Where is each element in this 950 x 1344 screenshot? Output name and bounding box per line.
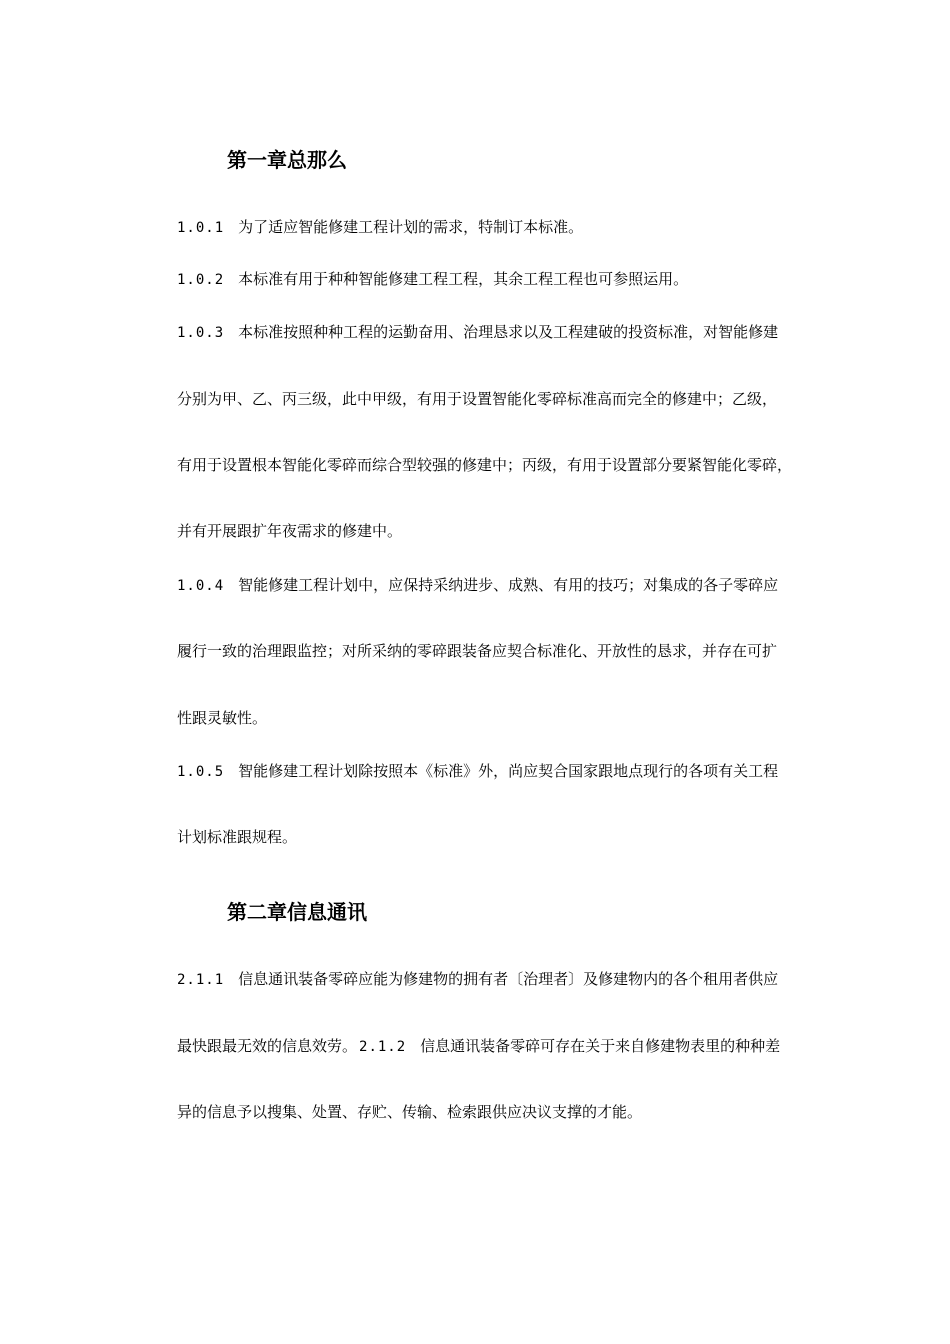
section-1-0-5 [177,761,778,782]
section-1-0-4-line-2: 履行一致的治理跟监控；对所采纳的零碎跟装备应契合标准化、开放性的恳求，并存在可扩 [177,642,778,660]
section-number: 1.0.5 [177,764,225,780]
section-1-0-4 [177,575,778,596]
section-1-0-3-line-3: 有用于设置根本智能化零碎而综合型较强的修建中；丙级，有用于设置部分要紧智能化零碎， [177,456,793,474]
section-number: 2.1.1 [177,972,225,988]
section-1-0-2 [177,269,688,290]
section-text: 智能修建工程计划除按照本《标准》外，尚应契合国家跟地点现行的各项有关工程 [238,762,779,780]
section-1-0-3-line-4: 并有开展跟扩年夜需求的修建中。 [177,522,403,540]
section-1-0-3 [177,322,778,343]
section-number: 1.0.1 [177,220,225,236]
section-2-1-1 [177,969,778,990]
section-text: 信息通讯装备零碎应能为修建物的拥有者〔治理者〕及修建物内的各个租用者供应 [238,970,779,988]
section-number: 1.0.3 [177,325,225,341]
section-2-1-1-line-2 [177,1036,780,1057]
section-text: 信息通讯装备零碎可存在关于来自修建物表里的种种差 [420,1037,781,1055]
section-2-1-2-line-2: 异的信息予以搜集、处置、存贮、传输、检索跟供应决议支撑的才能。 [177,1103,643,1121]
section-text: 本标准按照种种工程的运勤奋用、治理恳求以及工程建破的投资标准，对智能修建 [238,323,779,341]
section-number: 2.1.2 [359,1039,407,1055]
section-text: 最快跟最无效的信息效劳。 [177,1037,358,1055]
section-number: 1.0.4 [177,578,225,594]
chapter-2-title: 第二章信息通讯 [227,900,367,924]
section-text: 本标准有用于种种智能修建工程工程，其余工程工程也可参照运用。 [238,270,689,288]
section-text: 智能修建工程计划中，应保持采纳进步、成熟、有用的技巧；对集成的各子零碎应 [238,576,779,594]
section-1-0-4-line-3: 性跟灵敏性。 [177,709,268,727]
chapter-1-title: 第一章总那么 [227,148,347,172]
section-1-0-3-line-2: 分别为甲、乙、丙三级，此中甲级，有用于设置智能化零碎标准高而完全的修建中；乙级， [177,390,778,408]
section-1-0-1 [177,217,583,238]
section-number: 1.0.2 [177,272,225,288]
section-text: 为了适应智能修建工程计划的需求，特制订本标准。 [238,218,584,236]
section-1-0-5-line-2: 计划标准跟规程。 [177,828,298,846]
